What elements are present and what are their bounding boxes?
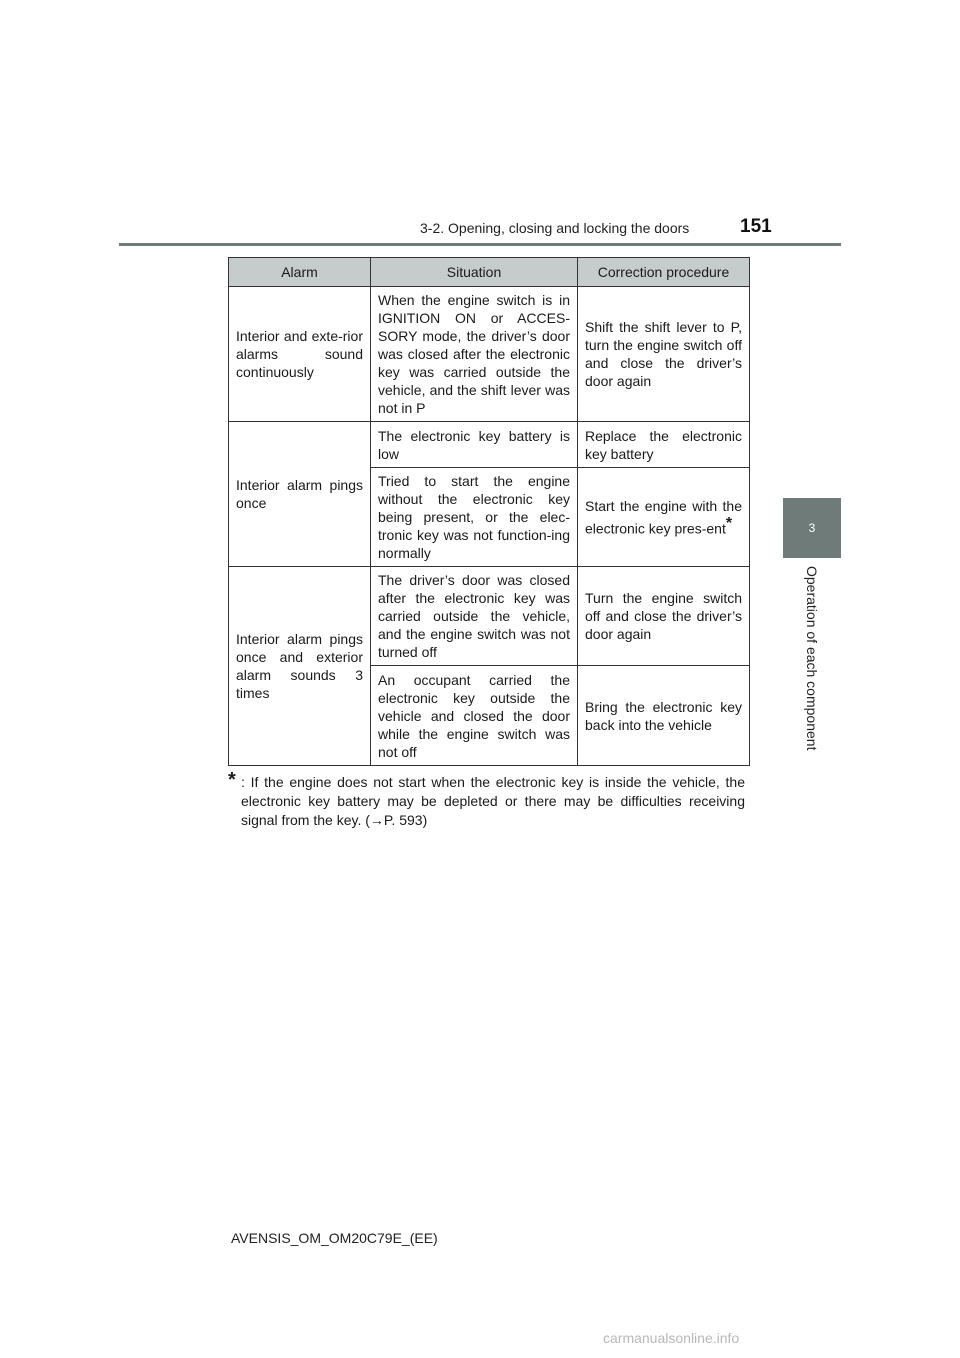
alarm-cell: Interior alarm pings once and exterior alarm sounds 3 times [229, 567, 371, 766]
correction-cell: Shift the shift lever to P, turn the engine switch off and close the driver’s door again [578, 287, 750, 422]
table-row [229, 287, 750, 422]
correction-cell: Turn the engine switch off and close the driver’s door again [578, 567, 750, 666]
header-situation: Situation [371, 258, 578, 287]
table-header-row [229, 258, 750, 287]
correction-text: Start the engine with the electronic key pres-ent [585, 497, 742, 537]
alarm-table [228, 257, 750, 766]
header-divider [119, 243, 841, 246]
alarm-cell: Interior and exte-rior alarms sound continuously [229, 287, 371, 422]
document-code: AVENSIS_OM_OM20C79E_(EE) [231, 1230, 438, 1246]
situation-cell: The electronic key battery is low [371, 422, 578, 468]
header-correction: Correction procedure [578, 258, 750, 287]
correction-cell: Bring the electronic key back into the vehicle [578, 666, 750, 766]
page-number: 151 [740, 216, 772, 237]
chapter-tab: 3 [783, 498, 841, 558]
watermark: carmanualsonline.info [603, 1330, 740, 1346]
table-row [229, 422, 750, 468]
situation-cell: Tried to start the engine without the electronic key being present, or the elec-tronic key was not function-ing normally [371, 468, 578, 567]
header-alarm: Alarm [229, 258, 371, 287]
footnote-mark: * [228, 769, 236, 791]
situation-cell: When the engine switch is in IGNITION ON or ACCES-SORY mode, the driver’s door was closed after the electronic key was carried outside the vehicle, and the shift lever was not in P [371, 287, 578, 422]
table-row [229, 567, 750, 666]
alarm-cell: Interior alarm pings once [229, 422, 371, 567]
section-title: 3-2. Opening, closing and locking the doors [420, 220, 690, 236]
correction-cell [578, 468, 750, 567]
footnote-ref: * [725, 514, 733, 532]
chapter-label: Operation of each component [804, 566, 820, 751]
correction-cell: Replace the electronic key battery [578, 422, 750, 468]
footnote [228, 769, 745, 830]
situation-cell: The driver’s door was closed after the electronic key was carried outside the vehicle, and the engine switch was not turned off [371, 567, 578, 666]
situation-cell: An occupant carried the electronic key outside the vehicle and closed the door while the engine switch was not off [371, 666, 578, 766]
footnote-text: : If the engine does not start when the electronic key is inside the vehicle, the electronic key battery may be depleted or there may be difficulties receiving signal from the key. (→P. 593) [241, 774, 745, 828]
